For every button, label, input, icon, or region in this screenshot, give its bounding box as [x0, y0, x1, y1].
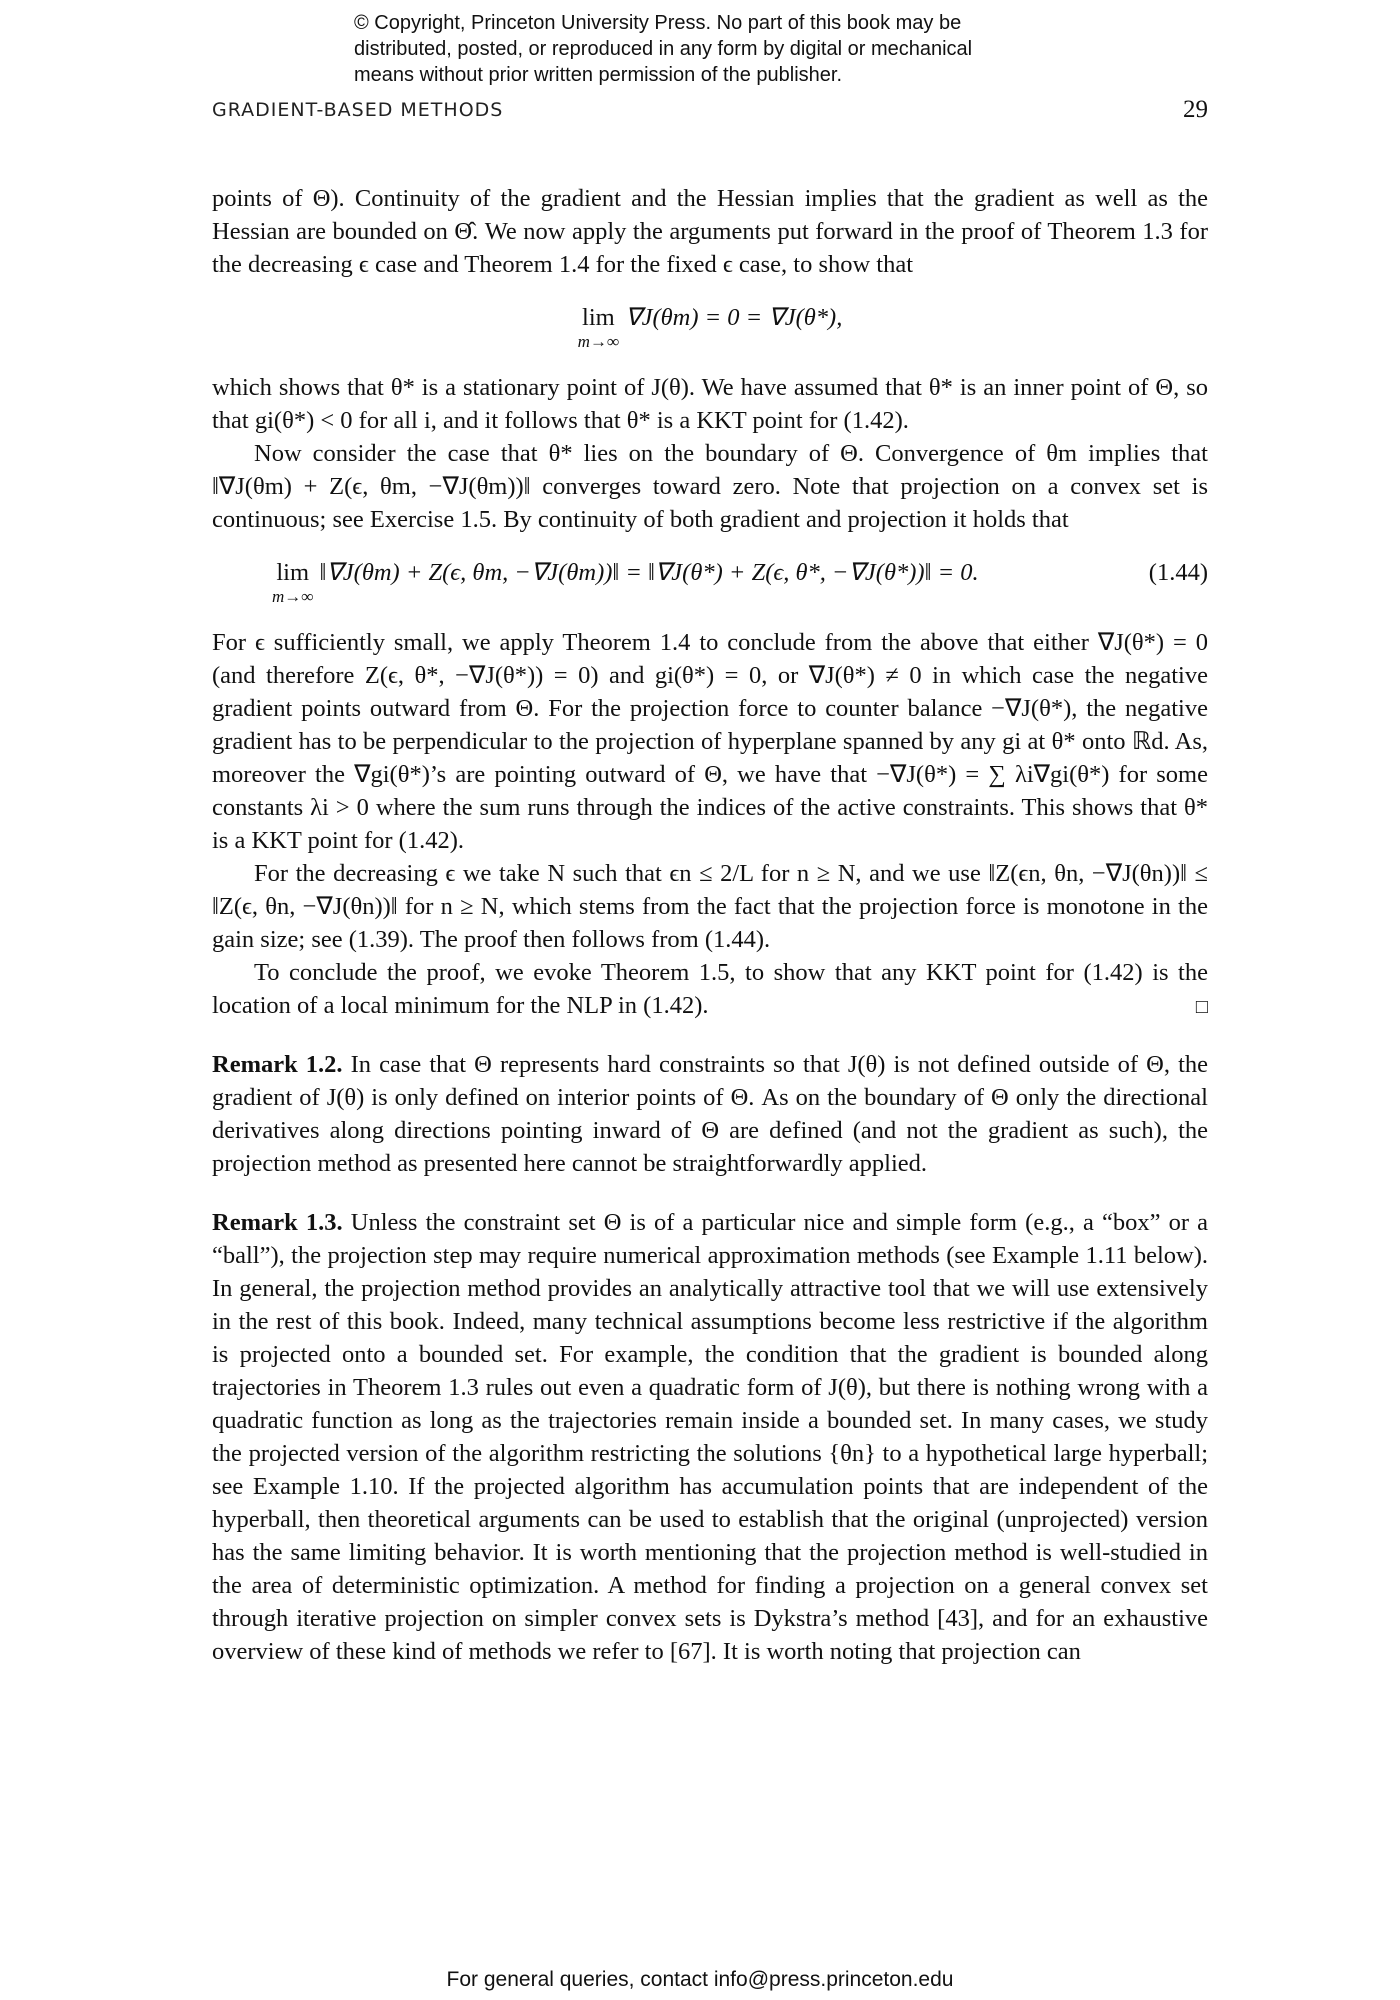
lim-subscript: m→∞ [577, 332, 620, 351]
remark-label: Remark 1.2. [212, 1051, 343, 1078]
qed-symbol: □ [1195, 996, 1208, 1018]
lim-operator: lim [276, 559, 310, 586]
remark-1-2 [212, 1048, 1208, 1180]
footer-contact: For general queries, contact info@press.princeton.edu [446, 1968, 954, 1991]
page-body [212, 182, 1208, 1668]
paragraph: For ϵ sufficiently small, we apply Theorem 1.4 to conclude from the above that either ∇J(θ*) = 0 (and therefore Z(ϵ, θ*, −∇J(θ*)) = 0) and gi(θ*) = 0, or ∇J(θ*) ≠ 0 in which case the negative gradient points outward from Θ. For the projection force to counter balance −∇J(θ*), the negative gradient has to be perpendicular to the projection of hyperplane spanned by any gi at θ* onto ℝd. As, moreover the ∇gi(θ*)’s are pointing outward of Θ, we have that −∇J(θ*) = ∑ λi∇gi(θ*) for some constants λi > 0 where the sum runs through the indices of the active constraints. This shows that θ* is a KKT point for (1.42). [212, 629, 1208, 854]
equation-body: ∇J(θm) = 0 = ∇J(θ*), [625, 304, 843, 331]
remark-label: Remark 1.3. [212, 1209, 343, 1236]
remark-text: Unless the constraint set Θ is of a particular nice and simple form (e.g., a “box” or a “ball”), the projection step may require numerical approximation methods (see Example 1.11 below). In general, the projection method provides an analytically attractive tool that we will use extensively in the rest of this book. Indeed, many technical assumptions become less restrictive if the algorithm is projected onto a bounded set. For example, the condition that the gradient is bounded along trajectories in Theorem 1.3 rules out even a quadratic form of J(θ), but there is nothing wrong with a quadratic function as long as the trajectories remain inside a bounded set. In many cases, we study the projected version of the algorithm restricting the solutions {θn} to a hypothetical large hyperball; see Example 1.10. If the projected algorithm has accumulation points that are independent of the hyperball, then theoretical arguments can be used to establish that the original (unprojected) version has the same limiting behavior. It is worth mentioning that the projection method is well-studied in the area of deterministic optimization. A method for finding a projection on a general convex set through iterative projection on simpler convex sets is Dykstra’s method [43], and for an exhaustive overview of these kind of methods we refer to [67]. It is worth noting that projection can [212, 1209, 1209, 1665]
paragraph-text: To conclude the proof, we evoke Theorem 1.5, to show that any KKT point for (1.42) is the location of a local minimum for the NLP in (1.42). [212, 959, 1208, 1019]
page-number: 29 [1183, 96, 1208, 123]
equation-limit-gradient [212, 301, 1208, 353]
equation-1-44 [212, 556, 1208, 608]
paragraph: For the decreasing ϵ we take N such that ϵn ≤ 2/L for n ≥ N, and we use ‖Z(ϵn, θn, −∇J(θn))‖ ≤ ‖Z(ϵ, θn, −∇J(θn))‖ for n ≥ N, which stems from the fact that the projection force is monotone in the gain size; see (1.39). The proof then follows from (1.44). [212, 860, 1208, 953]
copyright-notice [354, 10, 1114, 88]
paragraph: which shows that θ* is a stationary point of J(θ). We have assumed that θ* is an inner point of Θ, so that gi(θ*) < 0 for all i, and it follows that θ* is a KKT point for (1.42). [212, 374, 1208, 434]
paragraph: Now consider the case that θ* lies on the boundary of Θ. Convergence of θm implies that ‖∇J(θm) + Z(ϵ, θm, −∇J(θm))‖ converges toward zero. Note that projection on a convex set is continuous; see Exercise 1.5. By continuity of both gradient and projection it holds that [212, 440, 1208, 533]
equation-body: ‖∇J(θm) + Z(ϵ, θm, −∇J(θm))‖ = ‖∇J(θ*) + Z(ϵ, θ*, −∇J(θ*))‖ = 0. [319, 559, 979, 586]
lim-operator: lim [582, 304, 615, 331]
copyright-line: means without prior written permission of the publisher. [354, 64, 843, 86]
paragraph [212, 956, 1208, 1022]
copyright-line: © Copyright, Princeton University Press. No part of this book may be [354, 12, 962, 34]
running-head: GRADIENT-BASED METHODS [212, 99, 504, 121]
lim-subscript: m→∞ [272, 587, 314, 606]
paragraph: points of Θ). Continuity of the gradient and the Hessian implies that the gradient as well as the Hessian are bounded on Θ̂. We now apply the arguments put forward in the proof of Theorem 1.3 for the decreasing ϵ case and Theorem 1.4 for the fixed ϵ case, to show that [212, 185, 1208, 278]
remark-1-3 [212, 1206, 1208, 1668]
remark-text: In case that Θ represents hard constraints so that J(θ) is not defined outside of Θ, the gradient of J(θ) is only defined on interior points of Θ. As on the boundary of Θ only the directional derivatives along directions pointing inward of Θ are defined (and not the gradient as such), the projection method as presented here cannot be straightforwardly applied. [212, 1051, 1208, 1177]
equation-number: (1.44) [1148, 559, 1208, 586]
copyright-line: distributed, posted, or reproduced in any form by digital or mechanical [354, 38, 973, 60]
